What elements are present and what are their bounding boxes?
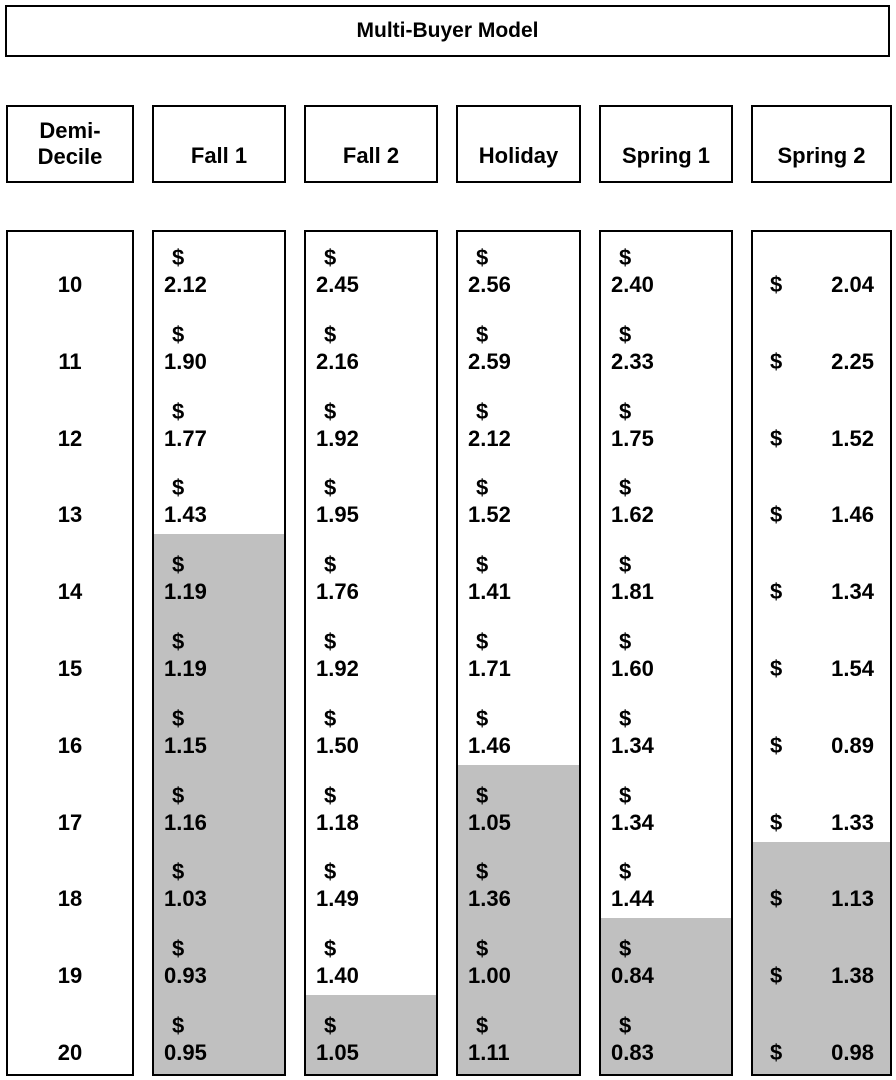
value-amount: 2.16 [316, 348, 359, 374]
currency-symbol: $ [619, 1013, 632, 1038]
currency-symbol: $ [476, 245, 489, 270]
decile-label: 10 [57, 272, 83, 297]
value-amount: 1.95 [316, 502, 359, 528]
value-cell [154, 923, 284, 1000]
currency-symbol: $ [770, 963, 783, 989]
value-cell [601, 462, 731, 539]
currency-symbol: $ [172, 1013, 185, 1038]
currency-symbol: $ [324, 475, 337, 501]
decile-label: 11 [58, 348, 82, 374]
value-cell [753, 846, 890, 923]
currency-symbol: $ [172, 936, 185, 962]
currency-symbol: $ [619, 782, 632, 808]
header-spring-1: Spring 1 [599, 105, 733, 183]
value-cell [601, 693, 731, 770]
currency-symbol: $ [619, 552, 632, 578]
currency-symbol: $ [476, 321, 489, 347]
currency-symbol: $ [324, 321, 337, 347]
currency-symbol: $ [324, 859, 337, 885]
value-amount: 2.33 [611, 348, 654, 374]
value-cell [154, 232, 284, 309]
value-amount: 0.98 [831, 1040, 874, 1065]
decile-label: 17 [57, 809, 83, 835]
currency-symbol: $ [172, 475, 185, 501]
value-amount: 1.05 [316, 1040, 359, 1065]
currency-symbol: $ [324, 629, 337, 654]
currency-symbol: $ [770, 502, 783, 528]
currency-symbol: $ [476, 936, 489, 962]
column-fall-1 [152, 230, 286, 1076]
value-amount: 1.36 [468, 886, 511, 912]
value-cell [458, 923, 579, 1000]
currency-symbol: $ [619, 475, 632, 501]
column-spring-1 [599, 230, 733, 1076]
value-amount: 1.52 [831, 425, 874, 451]
currency-symbol: $ [172, 398, 185, 424]
currency-symbol: $ [770, 809, 783, 835]
currency-symbol: $ [172, 782, 185, 808]
header-holiday: Holiday [456, 105, 581, 183]
currency-symbol: $ [172, 321, 185, 347]
value-cell [458, 386, 579, 463]
value-cell [458, 462, 579, 539]
value-amount: 2.12 [468, 425, 511, 451]
value-cell [601, 1000, 731, 1076]
value-cell [753, 693, 890, 770]
currency-symbol: $ [619, 245, 632, 270]
value-cell [601, 770, 731, 847]
value-cell [753, 923, 890, 1000]
value-cell [458, 770, 579, 847]
decile-label: 16 [57, 732, 83, 758]
decile-cell [8, 616, 132, 693]
value-cell [306, 539, 436, 616]
currency-symbol: $ [476, 398, 489, 424]
value-amount: 0.84 [611, 963, 654, 989]
value-amount: 1.33 [831, 809, 874, 835]
value-amount: 1.71 [468, 656, 511, 681]
decile-label: 14 [57, 579, 83, 605]
value-amount: 1.92 [316, 425, 359, 451]
value-amount: 0.89 [831, 732, 874, 758]
value-cell [601, 386, 731, 463]
currency-symbol: $ [770, 1040, 783, 1065]
decile-cell [8, 309, 132, 386]
decile-cell [8, 462, 132, 539]
value-cell [306, 846, 436, 923]
value-cell [306, 386, 436, 463]
value-amount: 1.81 [611, 579, 654, 605]
decile-cell [8, 693, 132, 770]
value-cell [458, 232, 579, 309]
value-cell [154, 1000, 284, 1076]
value-amount: 1.75 [611, 425, 654, 451]
currency-symbol: $ [476, 859, 489, 885]
value-amount: 0.95 [164, 1040, 207, 1065]
value-cell [753, 232, 890, 309]
decile-cell [8, 846, 132, 923]
value-cell [458, 1000, 579, 1076]
currency-symbol: $ [172, 552, 185, 578]
value-cell [154, 693, 284, 770]
currency-symbol: $ [172, 705, 185, 731]
value-amount: 1.34 [831, 579, 874, 605]
value-amount: 1.46 [831, 502, 874, 528]
value-cell [753, 1000, 890, 1076]
value-amount: 0.93 [164, 963, 207, 989]
value-cell [154, 462, 284, 539]
value-cell [601, 616, 731, 693]
currency-symbol: $ [324, 936, 337, 962]
value-amount: 1.13 [831, 886, 874, 912]
value-amount: 1.34 [611, 732, 654, 758]
value-cell [154, 770, 284, 847]
value-cell [154, 616, 284, 693]
value-amount: 1.43 [164, 502, 207, 528]
currency-symbol: $ [770, 272, 783, 297]
value-amount: 1.19 [164, 656, 207, 681]
currency-symbol: $ [324, 1013, 337, 1038]
decile-cell [8, 770, 132, 847]
value-cell [753, 462, 890, 539]
currency-symbol: $ [172, 859, 185, 885]
value-cell [753, 539, 890, 616]
currency-symbol: $ [770, 732, 783, 758]
value-amount: 1.44 [611, 886, 654, 912]
currency-symbol: $ [324, 782, 337, 808]
header-fall-2: Fall 2 [304, 105, 438, 183]
currency-symbol: $ [476, 552, 489, 578]
value-amount: 1.62 [611, 502, 654, 528]
decile-cell [8, 1000, 132, 1076]
value-amount: 1.92 [316, 656, 359, 681]
value-amount: 1.46 [468, 732, 511, 758]
value-amount: 2.40 [611, 272, 654, 297]
currency-symbol: $ [619, 705, 632, 731]
value-cell [458, 309, 579, 386]
currency-symbol: $ [324, 398, 337, 424]
column-fall-2 [304, 230, 438, 1076]
value-amount: 0.83 [611, 1040, 654, 1065]
value-amount: 1.41 [468, 579, 511, 605]
value-cell [458, 616, 579, 693]
table-title: Multi-Buyer Model [5, 5, 890, 57]
value-cell [601, 923, 731, 1000]
currency-symbol: $ [770, 579, 783, 605]
value-cell [601, 846, 731, 923]
value-amount: 2.25 [831, 348, 874, 374]
value-cell [306, 770, 436, 847]
value-amount: 1.90 [164, 348, 207, 374]
currency-symbol: $ [324, 245, 337, 270]
value-cell [306, 309, 436, 386]
decile-cell [8, 232, 132, 309]
value-amount: 1.76 [316, 579, 359, 605]
decile-label: 12 [57, 425, 83, 451]
value-amount: 2.45 [316, 272, 359, 297]
currency-symbol: $ [770, 425, 783, 451]
decile-label: 19 [57, 963, 83, 989]
currency-symbol: $ [476, 705, 489, 731]
column-spring-2 [751, 230, 892, 1076]
value-amount: 1.05 [468, 809, 511, 835]
value-cell [753, 770, 890, 847]
value-cell [458, 693, 579, 770]
value-amount: 2.56 [468, 272, 511, 297]
currency-symbol: $ [619, 321, 632, 347]
decile-label: 15 [57, 656, 83, 681]
currency-symbol: $ [476, 782, 489, 808]
currency-symbol: $ [770, 656, 783, 681]
currency-symbol: $ [324, 705, 337, 731]
value-cell [306, 232, 436, 309]
value-cell [753, 616, 890, 693]
decile-cell [8, 386, 132, 463]
value-amount: 1.54 [831, 656, 874, 681]
decile-cell [8, 539, 132, 616]
value-cell [601, 309, 731, 386]
currency-symbol: $ [324, 552, 337, 578]
currency-symbol: $ [476, 475, 489, 501]
value-cell [601, 539, 731, 616]
value-amount: 1.50 [316, 732, 359, 758]
currency-symbol: $ [476, 629, 489, 654]
value-amount: 1.77 [164, 425, 207, 451]
value-amount: 1.18 [316, 809, 359, 835]
value-cell [306, 1000, 436, 1076]
currency-symbol: $ [619, 629, 632, 654]
value-amount: 2.12 [164, 272, 207, 297]
value-amount: 1.16 [164, 809, 207, 835]
decile-label: 18 [57, 886, 83, 912]
decile-label: 20 [57, 1040, 83, 1065]
header-demi-decile: Demi- Decile [6, 105, 134, 183]
value-amount: 1.40 [316, 963, 359, 989]
currency-symbol: $ [770, 886, 783, 912]
value-amount: 1.15 [164, 732, 207, 758]
value-amount: 1.03 [164, 886, 207, 912]
currency-symbol: $ [619, 398, 632, 424]
value-cell [154, 539, 284, 616]
value-cell [458, 539, 579, 616]
header-spring-2: Spring 2 [751, 105, 892, 183]
value-amount: 1.52 [468, 502, 511, 528]
value-cell [154, 309, 284, 386]
header-fall-1: Fall 1 [152, 105, 286, 183]
currency-symbol: $ [770, 348, 783, 374]
value-cell [154, 846, 284, 923]
value-cell [753, 386, 890, 463]
decile-cell [8, 923, 132, 1000]
value-cell [306, 462, 436, 539]
currency-symbol: $ [172, 245, 185, 270]
value-cell [458, 846, 579, 923]
column-holiday [456, 230, 581, 1076]
decile-label: 13 [57, 502, 83, 528]
value-cell [601, 232, 731, 309]
value-amount: 1.38 [831, 963, 874, 989]
value-amount: 1.60 [611, 656, 654, 681]
column-demi-decile [6, 230, 134, 1076]
value-amount: 2.59 [468, 348, 511, 374]
value-amount: 1.19 [164, 579, 207, 605]
currency-symbol: $ [172, 629, 185, 654]
currency-symbol: $ [619, 936, 632, 962]
value-amount: 1.34 [611, 809, 654, 835]
value-cell [306, 923, 436, 1000]
value-amount: 2.04 [831, 272, 874, 297]
value-cell [306, 693, 436, 770]
value-cell [306, 616, 436, 693]
currency-symbol: $ [619, 859, 632, 885]
value-cell [753, 309, 890, 386]
value-amount: 1.00 [468, 963, 511, 989]
value-amount: 1.11 [468, 1040, 510, 1065]
currency-symbol: $ [476, 1013, 489, 1038]
value-amount: 1.49 [316, 886, 359, 912]
value-cell [154, 386, 284, 463]
